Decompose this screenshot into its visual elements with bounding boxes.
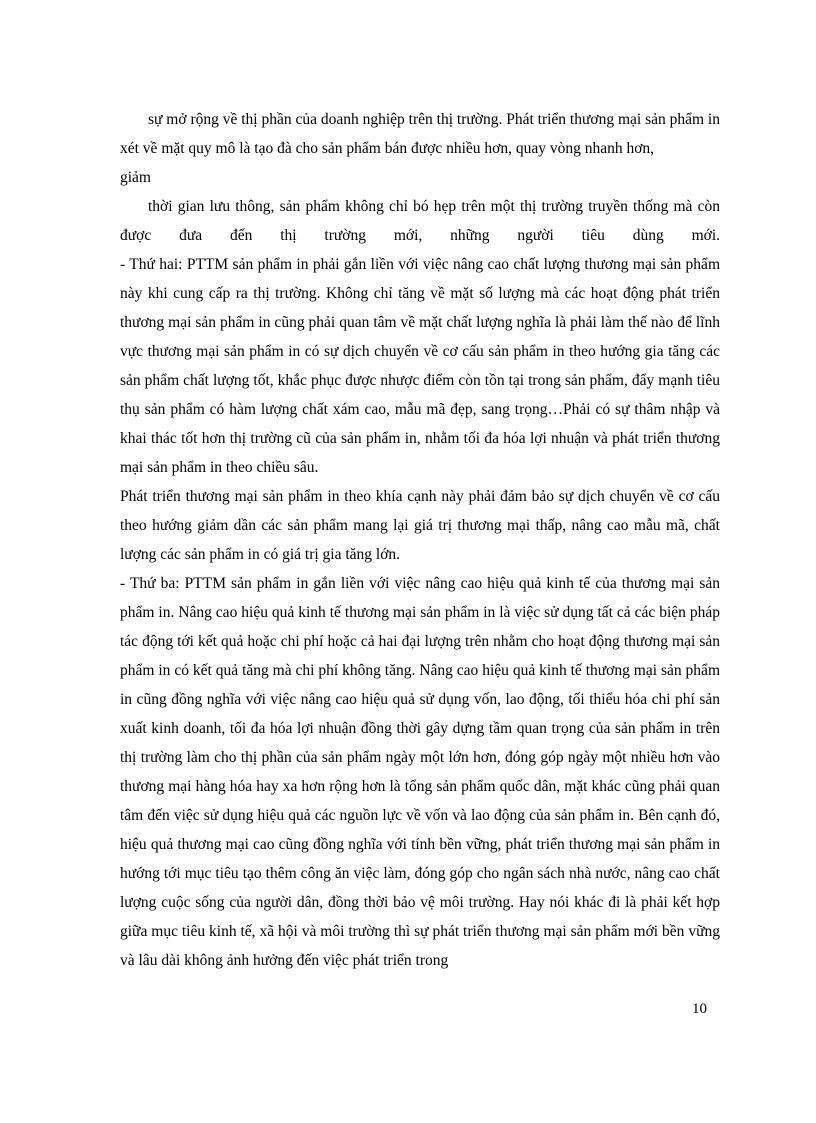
paragraph-5: - Thứ ba: PTTM sản phẩm in gắn liền với việc nâng cao hiệu quả kinh tế của thương mại sản phẩm in. Nâng cao hiệu quả kinh tế thương mại sản phẩm in là việc sử dụng tất cả các biện pháp tác động tới kết quả hoặc chi phí hoặc cả hai đại lượng trên nhằm cho hoạt động thương mại sản phẩm in có kết quả tăng mà chi phí không tăng. Nâng cao hiệu quả kinh tế thương mại sản phẩm in cũng đồng nghĩa với việc nâng cao hiệu quả sử dụng vốn, lao động, tối thiểu hóa chi phí sản xuất kinh doanh, tối đa hóa lợi nhuận đồng thời gây dựng tầm quan trọng của sản phẩm in trên thị trường làm cho thị phần của sản phẩm ngày một lớn hơn, đóng góp ngày một nhiều hơn vào thương mại hàng hóa hay xa hơn rộng hơn là tổng sản phẩm quốc dân, mặt khác cũng phải quan tâm đến việc sử dụng hiệu quả các nguồn lực về vốn và lao động của sản phẩm in. Bên cạnh đó, hiệu quả thương mại cao cũng đồng nghĩa với tính bền vững, phát triển thương mại sản phẩm in hướng tới mục tiêu tạo thêm công ăn việc làm, đóng góp cho ngân sách nhà nước, nâng cao chất lượng cuộc sống của người dân, đồng thời bảo vệ môi trường. Hay nói khác đi là phải kết hợp giữa mục tiêu kinh tế, xã hội và môi trường thì sự phát triển thương mại sản phẩm mới bền vững và lâu dài không ảnh hưởng đến việc phát triển trong bbox=[120, 575, 720, 969]
paragraph-4: Phát triển thương mại sản phẩm in theo khía cạnh này phải đảm bảo sự dịch chuyển về cơ cấu theo hướng giảm dần các sản phẩm mang lại giá trị thương mại thấp, nâng cao mẫu mã, chất lượng các sản phẩm in có giá trị gia tăng lớn. bbox=[120, 488, 720, 563]
document-page bbox=[120, 105, 720, 975]
paragraph-2: thời gian lưu thông, sản phẩm không chỉ bó hẹp trên một thị trường truyền thống mà còn được đưa đến thị trường mới, những người tiêu dùng mới. bbox=[120, 198, 720, 244]
paragraph-1: sự mở rộng về thị phần của doanh nghiệp trên thị trường. Phát triển thương mại sản phẩm in xét về mặt quy mô là tạo đà cho sản phẩm bán được nhiều hơn, quay vòng nhanh hơn, bbox=[120, 111, 720, 157]
page-number: 10 bbox=[692, 1001, 707, 1017]
paragraph-3: - Thứ hai: PTTM sản phẩm in phải gắn liền với việc nâng cao chất lượng thương mại sản phẩm này khi cung cấp ra thị trường. Không chỉ tăng về mặt số lượng mà các hoạt động phát triển thương mại sản phẩm in cũng phải quan tâm về mặt chất lượng nghĩa là phải làm thế nào để lĩnh vực thương mại sản phẩm in có sự dịch chuyển về cơ cấu sản phẩm in theo hướng gia tăng các sản phẩm chất lượng tốt, khắc phục được nhược điểm còn tồn tại trong sản phẩm, đẩy mạnh tiêu thụ sản phẩm có hàm lượng chất xám cao, mẫu mã đẹp, sang trọng…Phải có sự thâm nhập và khai thác tốt hơn thị trường cũ của sản phẩm in, nhằm tối đa hóa lợi nhuận và phát triển thương mại sản phẩm in theo chiều sâu. bbox=[120, 256, 720, 476]
paragraph-1-continuation: giảm bbox=[120, 169, 151, 186]
